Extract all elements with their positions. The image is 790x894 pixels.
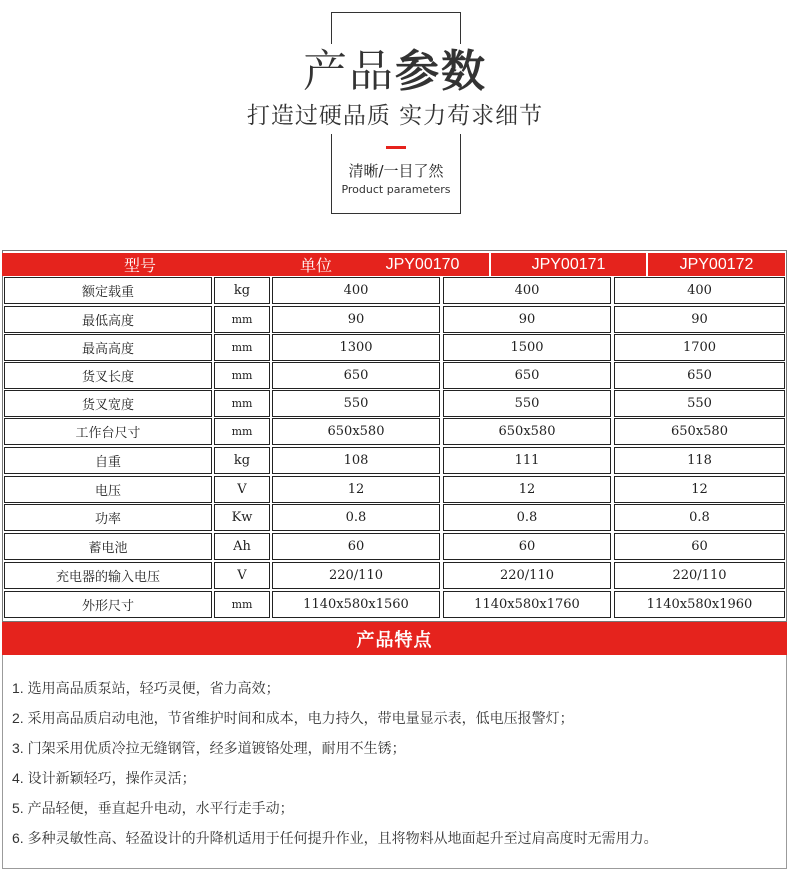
header-unit: 单位 <box>278 253 356 276</box>
features-title: 产品特点 <box>2 622 787 655</box>
header-model-3: JPY00172 <box>648 253 785 276</box>
param-name-cell: 蓄电池 <box>4 533 212 560</box>
header-accent-line <box>386 146 406 149</box>
value-cell: 108 <box>272 447 440 474</box>
param-name-cell: 额定载重 <box>4 277 212 304</box>
value-cell: 1300 <box>272 334 440 361</box>
param-name-cell: 货叉长度 <box>4 362 212 389</box>
value-cell: 1700 <box>614 334 785 361</box>
value-cell: 12 <box>272 476 440 503</box>
feature-item: 6. 多种灵敏性高、轻盈设计的升降机适用于任何提升作业，且将物料从地面起升至过肩高度时无需用力。 <box>12 830 658 846</box>
value-cell: 118 <box>614 447 785 474</box>
table-row <box>2 504 785 531</box>
header-model-1: JPY00170 <box>356 253 489 276</box>
unit-cell: mm <box>214 390 270 417</box>
unit-cell: kg <box>214 447 270 474</box>
value-cell: 60 <box>443 533 611 560</box>
param-name-cell: 外形尺寸 <box>4 591 212 618</box>
feature-item: 4. 设计新颖轻巧，操作灵活； <box>12 770 196 786</box>
table-row <box>2 562 785 589</box>
table-row <box>2 476 785 503</box>
unit-cell: mm <box>214 418 270 445</box>
feature-item: 5. 产品轻便，垂直起升电动，水平行走手动； <box>12 800 294 816</box>
value-cell: 60 <box>614 533 785 560</box>
value-cell: 550 <box>272 390 440 417</box>
param-name-cell: 功率 <box>4 504 212 531</box>
header-model-2: JPY00171 <box>491 253 646 276</box>
unit-cell: V <box>214 562 270 589</box>
value-cell: 0.8 <box>443 504 611 531</box>
value-cell: 650x580 <box>443 418 611 445</box>
value-cell: 220/110 <box>614 562 785 589</box>
value-cell: 650 <box>443 362 611 389</box>
value-cell: 550 <box>443 390 611 417</box>
table-row <box>2 362 785 389</box>
feature-item: 3. 门架采用优质冷拉无缝钢管，经多道镀铬处理，耐用不生锈； <box>12 740 406 756</box>
value-cell: 90 <box>614 306 785 333</box>
unit-cell: V <box>214 476 270 503</box>
value-cell: 1500 <box>443 334 611 361</box>
param-name-cell: 工作台尺寸 <box>4 418 212 445</box>
unit-cell: Ah <box>214 533 270 560</box>
value-cell: 650x580 <box>614 418 785 445</box>
table-row <box>2 591 785 618</box>
unit-cell: Kw <box>214 504 270 531</box>
value-cell: 60 <box>272 533 440 560</box>
unit-cell: mm <box>214 362 270 389</box>
param-name-cell: 货叉宽度 <box>4 390 212 417</box>
param-name-cell: 最高高度 <box>4 334 212 361</box>
unit-cell: kg <box>214 277 270 304</box>
param-name-cell: 电压 <box>4 476 212 503</box>
table-row <box>2 533 785 560</box>
value-cell: 400 <box>272 277 440 304</box>
feature-item: 1. 选用高品质泵站，轻巧灵便，省力高效； <box>12 680 280 696</box>
unit-cell: mm <box>214 306 270 333</box>
param-name-cell: 充电器的输入电压 <box>4 562 212 589</box>
value-cell: 400 <box>614 277 785 304</box>
feature-item: 2. 采用高品质启动电池，节省维护时间和成本，电力持久，带电量显示表，低电压报警灯； <box>12 710 574 726</box>
value-cell: 1140x580x1760 <box>443 591 611 618</box>
value-cell: 1140x580x1560 <box>272 591 440 618</box>
value-cell: 111 <box>443 447 611 474</box>
value-cell: 0.8 <box>614 504 785 531</box>
table-row <box>2 334 785 361</box>
page-subtitle: 打造过硬品质 实力苟求细节 <box>246 103 544 129</box>
header-model: 型号 <box>2 253 278 276</box>
value-cell: 90 <box>443 306 611 333</box>
value-cell: 550 <box>614 390 785 417</box>
value-cell: 220/110 <box>272 562 440 589</box>
value-cell: 1140x580x1960 <box>614 591 785 618</box>
value-cell: 220/110 <box>443 562 611 589</box>
value-cell: 650x580 <box>272 418 440 445</box>
title-part-1: 产品 <box>303 46 395 97</box>
value-cell: 12 <box>614 476 785 503</box>
value-cell: 400 <box>443 277 611 304</box>
table-row <box>2 447 785 474</box>
table-row <box>2 306 785 333</box>
value-cell: 90 <box>272 306 440 333</box>
value-cell: 12 <box>443 476 611 503</box>
spec-table-header <box>2 253 785 276</box>
value-cell: 650 <box>272 362 440 389</box>
value-cell: 650 <box>614 362 785 389</box>
page-title <box>0 44 790 100</box>
header-english-tagline: Product parameters <box>341 183 451 196</box>
title-part-2: 参数 <box>395 46 487 97</box>
param-name-cell: 最低高度 <box>4 306 212 333</box>
value-cell: 0.8 <box>272 504 440 531</box>
header-tagline: 清晰/一目了然 <box>348 162 444 180</box>
table-row <box>2 418 785 445</box>
table-row <box>2 277 785 304</box>
param-name-cell: 自重 <box>4 447 212 474</box>
unit-cell: mm <box>214 591 270 618</box>
unit-cell: mm <box>214 334 270 361</box>
table-row <box>2 390 785 417</box>
